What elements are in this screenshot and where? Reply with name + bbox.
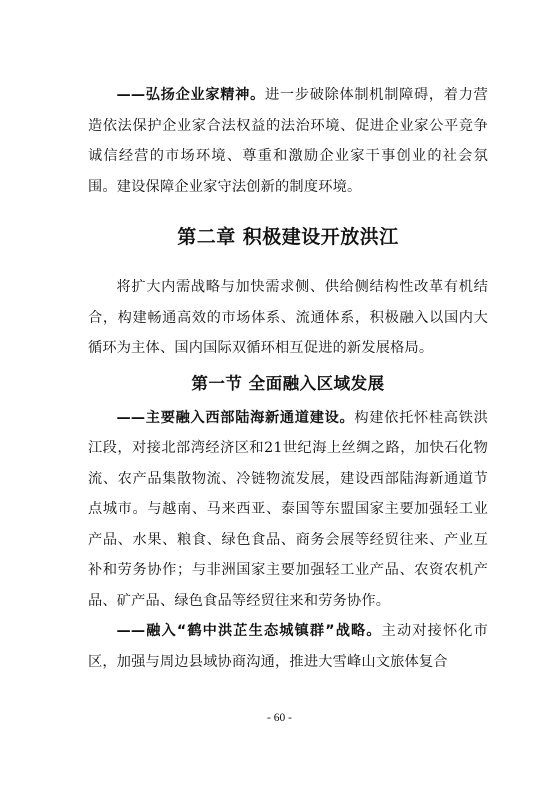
chapter-title: 第二章 积极建设开放洪江 — [177, 226, 399, 248]
section-title: 第一节 全面融入区域发展 — [191, 373, 385, 393]
paragraph-lead: ——融入“鹤中洪芷生态城镇群”战略。 — [116, 623, 382, 639]
document-page — [88, 80, 488, 677]
paragraph-text: 将扩大内需战略与加快需求侧、供给侧结构性改革有机结合，构建畅通高效的市场体系、流通体系，积极融入以国内大循环为主体、国内国际双循环相互促进的新发展格局。 — [88, 279, 488, 356]
paragraph-text: 构建依托怀桂高铁洪江段，对接北部湾经济区和21世纪海上丝绸之路，加快石化物流、农产品集散物流、冷链物流发展，建设西部陆海新通道节点城市。与越南、马来西亚、泰国等东盟国家主要加强轻工业产品、水果、粮食、绿色食品、商务会展等经贸往来、产业互补和劳务协作；与非洲国家主要加强轻工业产品、农资农机产品、矿产品、绿色食品等经贸往来和劳务协作。 — [88, 409, 488, 609]
paragraph-entrepreneur-spirit — [88, 80, 488, 202]
paragraph-text: 进一步破除体制机制障碍，着力营造依法保护企业家合法权益的法治环境、促进企业家公平竞争诚信经营的市场环境、尊重和激励企业家干事创业的社会氛围。建设保障企业家守法创新的制度环境。 — [88, 87, 488, 195]
paragraph-lead: ——弘扬企业家精神。 — [116, 87, 265, 103]
paragraph-text: 主动对接怀化市区，加强与周边县域协商沟通，推进大雪峰山文旅体复合 — [88, 623, 489, 670]
paragraph-lead: ——主要融入西部陆海新通道建设。 — [116, 409, 355, 426]
paragraph-town-cluster — [88, 616, 488, 677]
paragraph-western-corridor — [88, 403, 488, 617]
page-number: - 60 - — [267, 712, 292, 724]
paragraph-chapter-intro — [88, 272, 488, 364]
